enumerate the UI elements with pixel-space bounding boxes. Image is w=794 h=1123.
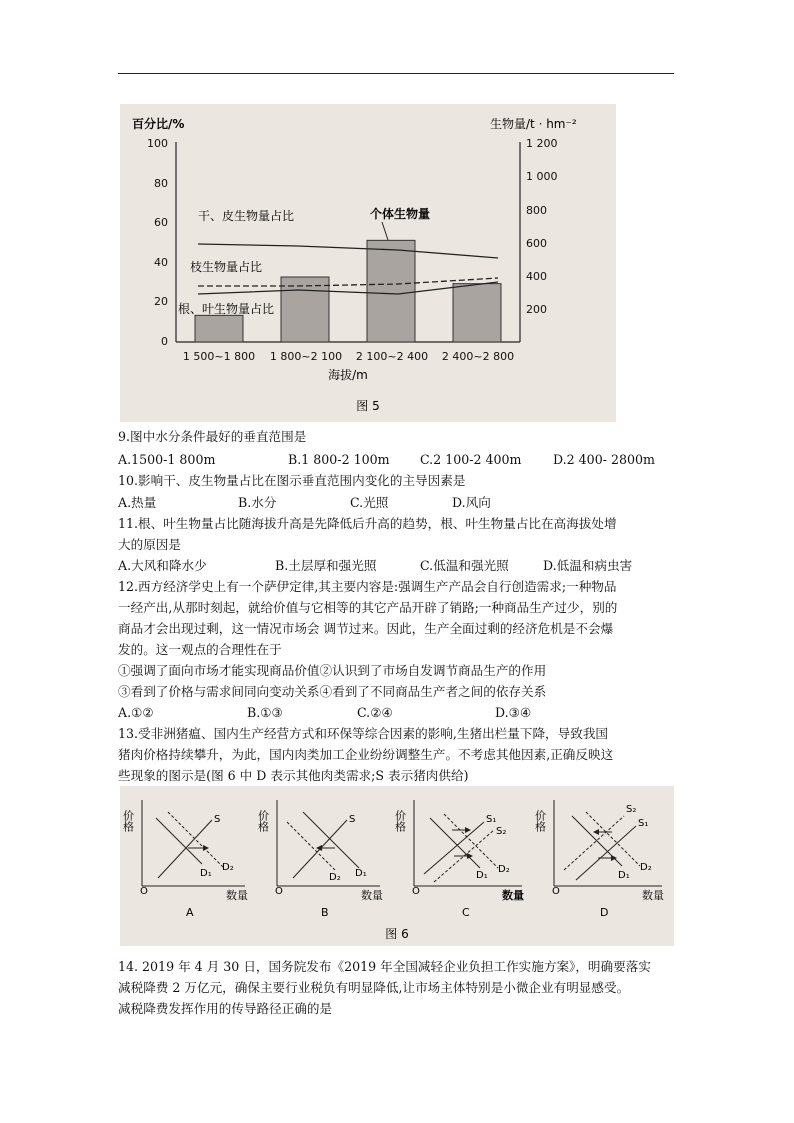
quantity-axis-label: 数量 xyxy=(502,889,524,902)
right-tick-label: 400 xyxy=(526,270,547,283)
branch-annotation: 枝生物量占比 xyxy=(190,260,263,274)
figure-5 xyxy=(120,104,616,422)
figure-5-caption: 图 5 xyxy=(356,399,380,413)
q12-option-d[interactable]: D.③④ xyxy=(495,705,532,720)
panel-a xyxy=(122,800,249,919)
category-label: 1 800~2 100 xyxy=(269,350,343,363)
biomass-bar xyxy=(367,240,415,342)
panel-letter: A xyxy=(186,906,194,919)
right-axis-ticks xyxy=(526,137,558,316)
panel-letter: C xyxy=(462,906,470,919)
curve-label: D₁ xyxy=(476,870,488,881)
q14-line-2: 减税降费 2 万亿元，确保主要行业税负有明显降低,让市场主体特别是小微企业有明显感受。 xyxy=(118,980,630,995)
q14-line-1: 14. 2019 年 4 月 30 日，国务院发布《2019 年全国减轻企业负担工作实施方案》，明确要落实 xyxy=(118,959,651,974)
biomass-bar xyxy=(453,284,501,342)
right-tick-label: 1 200 xyxy=(526,137,558,150)
panel-d xyxy=(534,800,665,919)
q12-line-2: 一经产出,从那时刻起，就给价值与它相等的其它产品开辟了销路;一种商品生产过少，别的 xyxy=(118,600,618,615)
curve-label: D₁ xyxy=(618,870,630,881)
q13-line-1: 13.受非洲猪瘟、国内生产经营方式和环保等综合因素的影响,生猪出栏量下降，导致我国 xyxy=(118,726,609,741)
header-rule xyxy=(118,73,674,74)
right-axis-title: 生物量/t · hm⁻² xyxy=(490,117,577,131)
q14-line-3: 减税降费发挥作用的传导路径正确的是 xyxy=(118,1001,333,1016)
origin-label: O xyxy=(140,886,148,897)
quantity-axis-label: 数量 xyxy=(226,889,248,902)
price-axis-label: 价格 xyxy=(393,810,407,832)
supply-demand-diagrams xyxy=(120,786,674,946)
q11-stem-line-1: 11.根、叶生物量占比随海拔升高是先降低后升高的趋势，根、叶生物量占比在高海拔处增 xyxy=(118,516,617,531)
quantity-axis-label: 数量 xyxy=(642,889,664,902)
q9-option-d[interactable]: D.2 400- 2800m xyxy=(553,452,655,467)
left-tick-label: 40 xyxy=(154,256,168,269)
left-tick-label: 100 xyxy=(147,137,168,150)
biomass-bar xyxy=(281,277,329,342)
biomass-chart xyxy=(120,104,616,422)
left-axis-ticks xyxy=(147,137,168,348)
category-label: 2 400~2 800 xyxy=(441,350,515,363)
curve-label: D₁ xyxy=(200,868,212,879)
q12-line-1: 12.西方经济学史上有一个萨伊定律,其主要内容是:强调生产产品会自行创造需求;一种物品 xyxy=(118,579,617,594)
x-axis-title: 海拔/m xyxy=(328,368,368,382)
panel-letter: B xyxy=(321,906,329,919)
q10-option-d[interactable]: D.风向 xyxy=(452,495,491,510)
q11-option-b[interactable]: B.土层厚和强光照 xyxy=(275,558,377,573)
q11-stem-line-2: 大的原因是 xyxy=(118,537,181,552)
price-axis-label: 价格 xyxy=(256,810,270,832)
q9-stem: 9.图中水分条件最好的垂直范围是 xyxy=(118,429,307,444)
price-axis-label: 价格 xyxy=(533,810,547,832)
q12-line-5: ①强调了面向市场才能实现商品价值②认识到了市场自发调节商品生产的作用 xyxy=(118,663,547,678)
demand-curve-d2 xyxy=(287,822,335,870)
q10-option-b[interactable]: B.水分 xyxy=(238,495,277,510)
curve-label: D₁ xyxy=(355,868,367,879)
curve-label: S₂ xyxy=(496,826,507,837)
biomass-bar xyxy=(195,315,243,342)
quantity-axis-label: 数量 xyxy=(361,889,383,902)
q12-option-c[interactable]: C.②④ xyxy=(357,705,393,720)
left-tick-label: 60 xyxy=(154,216,168,229)
curve-label: S₁ xyxy=(638,818,649,829)
q12-line-6: ③看到了价格与需求间同向变动关系④看到了不同商品生产者之间的依存关系 xyxy=(118,684,547,699)
curve-label: S xyxy=(214,814,221,825)
q13-line-2: 猪肉价格持续攀升，为此，国内肉类加工企业纷纷调整生产。不考虑其他因素,正确反映这 xyxy=(118,747,614,762)
figure-6-caption: 图 6 xyxy=(385,927,409,941)
percentage-line xyxy=(198,244,498,258)
category-label: 2 100~2 400 xyxy=(355,350,429,363)
q9-option-a[interactable]: A.1500-1 800m xyxy=(118,452,216,467)
x-axis-ticks xyxy=(183,350,514,363)
price-axis-label: 价格 xyxy=(121,810,135,832)
right-tick-label: 1 000 xyxy=(526,170,558,183)
individual-annotation: 个体生物量 xyxy=(370,207,431,221)
panel-letter: D xyxy=(600,906,609,919)
q12-line-3: 商品才会出现过剩，这一情况市场会 调节过来。因此，生产全面过剩的经济危机是不会爆 xyxy=(118,621,614,636)
right-tick-label: 800 xyxy=(526,204,547,217)
right-tick-label: 600 xyxy=(526,237,547,250)
curve-label: S₂ xyxy=(626,804,637,815)
origin-label: O xyxy=(275,886,283,897)
q11-option-c[interactable]: C.低温和强光照 xyxy=(420,558,509,573)
demand-curve-d1 xyxy=(156,818,202,864)
panel-b xyxy=(257,800,384,919)
curve-label: D₂ xyxy=(222,862,234,873)
curve-label: S₁ xyxy=(486,814,497,825)
q10-option-a[interactable]: A.热量 xyxy=(118,495,157,510)
curve-label: D₂ xyxy=(329,872,341,883)
annotation-pointer xyxy=(382,222,388,240)
curve-label: D₂ xyxy=(640,862,652,873)
right-tick-label: 200 xyxy=(526,303,547,316)
curve-label: D₂ xyxy=(498,864,510,875)
figure-6 xyxy=(120,786,674,946)
q12-line-4: 发的。这一观点的合理性在于 xyxy=(118,642,282,657)
q12-option-b[interactable]: B.①③ xyxy=(247,705,283,720)
left-tick-label: 0 xyxy=(161,335,168,348)
origin-label: O xyxy=(412,886,420,897)
q13-line-3: 些现象的图示是(图 6 中 D 表示其他肉类需求;S 表示猪肉供给) xyxy=(118,768,469,783)
panel-c xyxy=(394,800,525,919)
origin-label: O xyxy=(552,886,560,897)
category-label: 1 500~1 800 xyxy=(182,350,256,363)
q9-option-c[interactable]: C.2 100-2 400m xyxy=(420,452,522,467)
root-annotation: 根、叶生物量占比 xyxy=(178,302,275,316)
trunk-annotation: 干、皮生物量占比 xyxy=(198,209,295,223)
curve-label: S xyxy=(349,814,356,825)
q11-option-a[interactable]: A.大风和降水少 xyxy=(118,558,207,573)
q9-option-b[interactable]: B.1 800-2 100m xyxy=(288,452,390,467)
q10-stem: 10.影响干、皮生物量占比在图示垂直范围内变化的主导因素是 xyxy=(118,473,466,488)
q10-option-c[interactable]: C.光照 xyxy=(350,495,389,510)
left-axis-title: 百分比/% xyxy=(132,117,185,131)
q12-option-a[interactable]: A.①② xyxy=(118,705,154,720)
q11-option-d[interactable]: D.低温和病虫害 xyxy=(543,558,633,573)
left-tick-label: 80 xyxy=(154,177,168,190)
supply-curve-s2 xyxy=(564,816,624,870)
left-tick-label: 20 xyxy=(154,295,168,308)
